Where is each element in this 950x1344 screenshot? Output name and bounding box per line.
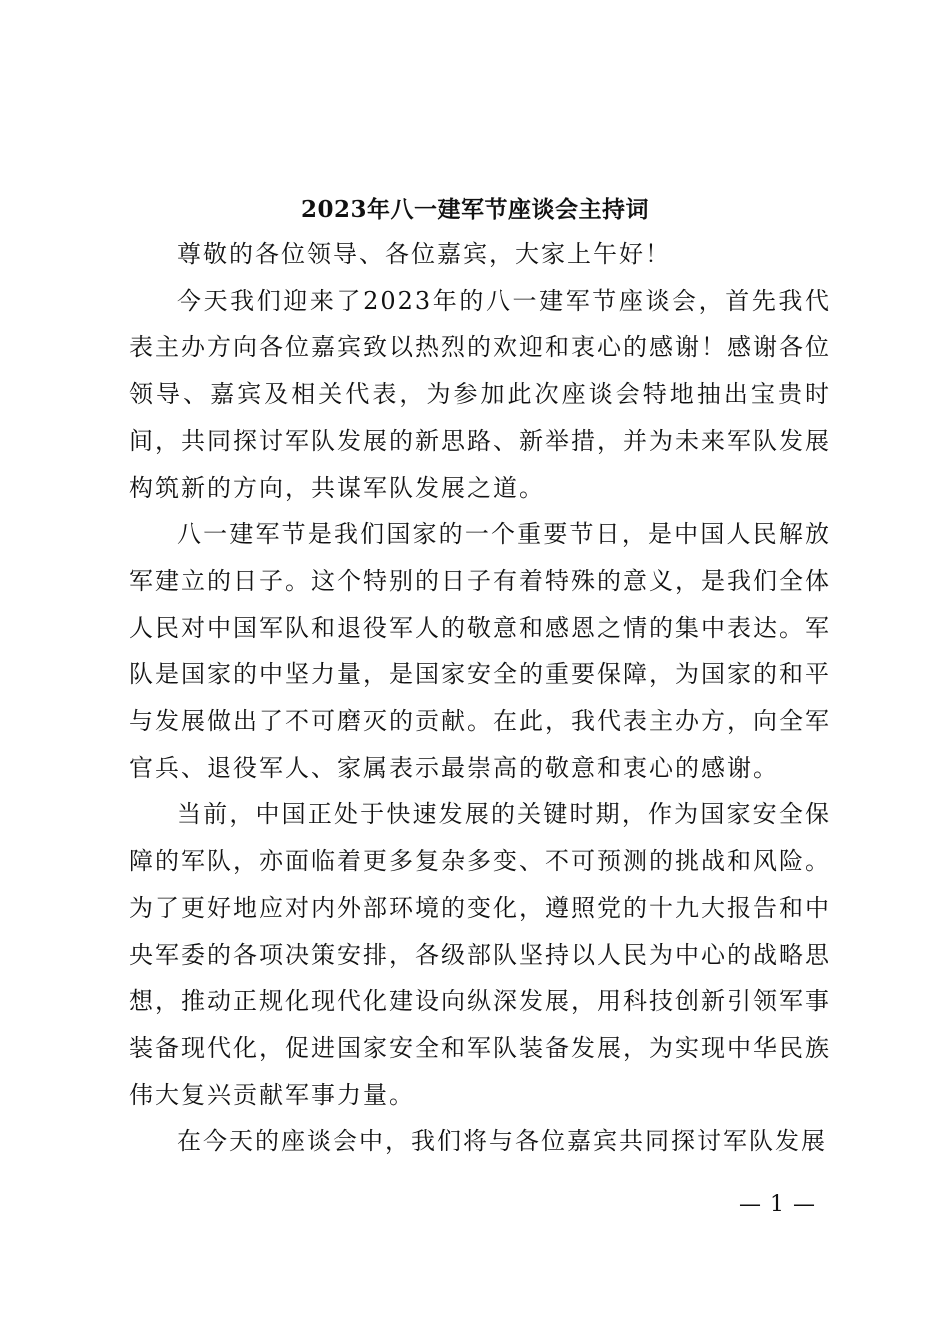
page-number: — 1 — [739,1192,816,1217]
paragraph-significance: 八一建军节是我们国家的一个重要节日，是中国人民解放军建立的日子。这个特别的日子有着特殊的意义，是我们全体人民对中国军队和退役军人的敬意和感恩之情的集中表达。军队是国家的中坚力量，是国家安全的重要保障，为国家的和平与发展做出了不可磨灭的贡献。在此，我代表主办方，向全军官兵、退役军人、家属表示最崇高的敬意和衷心的感谢。 [129,520,831,782]
paragraph-current-situation: 当前，中国正处于快速发展的关键时期，作为国家安全保障的军队，亦面临着更多复杂多变、不可预测的挑战和风险。为了更好地应对内外部环境的变化，遵照党的十九大报告和中央军委的各项决策安排，各级部队坚持以人民为中心的战略思想，推动正规化现代化建设向纵深发展，用科技创新引领军事装备现代化，促进国家安全和军队装备发展，为实现中华民族伟大复兴贡献军事力量。 [129,800,831,1109]
paragraph-welcome: 今天我们迎来了2023年的八一建军节座谈会，首先我代表主办方向各位嘉宾致以热烈的欢迎和衷心的感谢！感谢各位领导、嘉宾及相关代表，为参加此次座谈会特地抽出宝贵时间，共同探讨军队发展的新思路、新举措，并为未来军队发展构筑新的方向，共谋军队发展之道。 [129,286,831,502]
document-title: 2023年八一建军节座谈会主持词 [300,196,649,223]
document-body [129,231,831,1165]
paragraph-greeting: 尊敬的各位领导、各位嘉宾，大家上午好！ [177,240,671,268]
paragraph-discussion: 在今天的座谈会中，我们将与各位嘉宾共同探讨军队发展 [177,1127,827,1156]
